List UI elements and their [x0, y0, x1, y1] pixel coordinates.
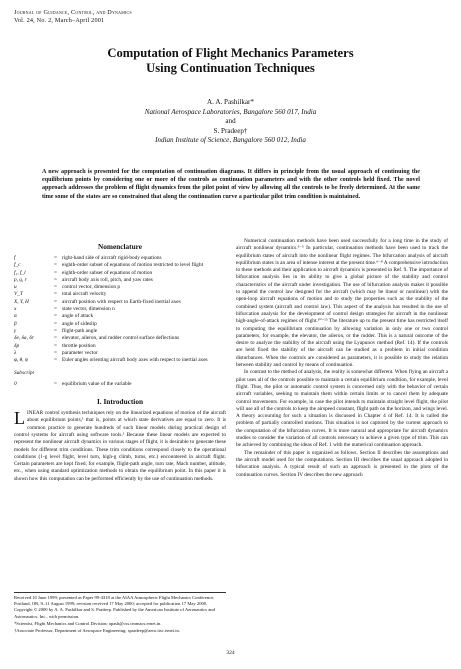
nomenclature-row	[14, 335, 226, 342]
nomenclature-symbol: f₁, f_l	[14, 269, 26, 276]
nomenclature-symbol: δp	[14, 342, 20, 349]
nomenclature-row	[14, 343, 226, 350]
drop-cap: L	[14, 408, 25, 429]
nomenclature-equals: =	[54, 313, 57, 320]
nomenclature-equals: =	[54, 327, 57, 334]
subscript-definition: equilibrium value of the variable	[62, 380, 132, 387]
nomenclature-equals: =	[54, 320, 57, 327]
title-line-2: Using Continuation Techniques	[146, 61, 315, 75]
nomenclature-definition: eighth-order subset of equations of motion	[62, 269, 153, 276]
nomenclature-symbol: x	[14, 306, 17, 313]
nomenclature-row	[14, 306, 226, 313]
nomenclature-row	[14, 321, 226, 328]
author-1-name: A. A. Pashilkar*	[207, 98, 254, 106]
intro-paragraph-2: Numerical continuation methods have been used successfully for a long time in the study of aircraft nonlinear dynamics.³⁻⁵ In particular, continuation methods have been used to track the equilibrium states of aircraft into the nonlinear flight regimes. The bifurcation analysis of aircraft equilibrium states is an area of intense interest at the present time.⁶⁻⁸ A comprehensive introduction to these methods and their application to aircraft dynamics is presented in Ref. 9. The importance of bifurcation analysis lies in its ability to give a global picture of the stability and control characteristics of the aircraft under investigation. The use of bifurcation analysis makes it possible to append the control law designed for the aircraft (which may be linear or nonlinear) with the open-loop aircraft equations of motion and to study the properties such as the stability of the combined system (aircraft and control law). This aspect of the analysis has resulted in the use of bifurcation analysis for the development of control design strategies for aircraft in the nonlinear high-angle-of-attack regimes of flight.¹⁰⁻¹⁵ The literature up to the present time has restricted itself to computing the equilibrium continuation by allowing variation in only one or two control parameters, for example, the elevator, the aileron, or the rudder. This is a natural outcome of the desire to analyze the stability of the aircraft using the Lyapunov method (Ref. 14). If the controls are held fixed the stability of the aircraft can be studied as a problem in initial condition disturbances. When the controls are considered as parameters, it is possible to study the relation between stability and control by means of continuation.	[236, 238, 449, 369]
author-1-affiliation: National Aerospace Laboratories, Bangalore 560 017, India	[144, 107, 317, 116]
nomenclature-definition: angle of attack	[62, 313, 94, 320]
nomenclature-definition: total aircraft velocity	[62, 291, 107, 298]
nomenclature-definition: state vector, dimension n	[62, 306, 115, 313]
nomenclature-definition: aircraft position with respect to Earth-fixed inertial axes	[62, 298, 181, 305]
nomenclature-symbol: u	[14, 284, 17, 291]
footnote-author-2: †Associate Professor, Department of Aerospace Engineering; spradeep@aero.iisc.ernet.in.	[14, 628, 180, 634]
nomenclature-equals: =	[54, 269, 57, 276]
nomenclature-equals: =	[54, 357, 57, 364]
nomenclature-symbol: X, Y, H	[14, 298, 29, 305]
nomenclature-definition: elevator, aileron, and rudder control surface deflections	[62, 335, 180, 342]
journal-volume: Vol. 24, No. 2, March–April 2001	[14, 17, 105, 24]
nomenclature-equals: =	[54, 349, 57, 356]
page-number: 324	[226, 650, 235, 656]
nomenclature-list	[14, 255, 226, 364]
nomenclature-equals: =	[54, 284, 57, 291]
nomenclature-row	[14, 291, 226, 298]
nomenclature-definition: eighth-order subset of equations of motion restricted to level flight	[62, 262, 204, 269]
journal-header	[14, 9, 132, 25]
nomenclature-equals: =	[54, 276, 57, 283]
left-column	[14, 238, 226, 483]
nomenclature-symbol: β	[14, 320, 17, 327]
nomenclature-equals: =	[54, 298, 57, 305]
author-and: and	[225, 117, 236, 126]
intro-paragraph-1	[14, 410, 226, 483]
paper-title	[0, 46, 461, 76]
nomenclature-equals: =	[54, 255, 57, 261]
subscript-heading: Subscript	[14, 370, 35, 377]
nomenclature-row	[14, 357, 226, 364]
nomenclature-row	[14, 270, 226, 277]
nomenclature-row	[14, 262, 226, 269]
nomenclature-equals: =	[54, 291, 57, 298]
nomenclature-equals: =	[54, 335, 57, 342]
nomenclature-symbol: p, q, r	[14, 276, 27, 283]
subscript-row	[14, 381, 226, 388]
footnote-received: Received 10 June 1999; presented as Paper 99-4318 at the AIAA Atmospheric Flight Mechanics Conference, Portland, OR, 9–11 August 1999; revision received 17 May 2000; accepted for publication 17 May 2000. Copyright © 2000 by A. A. Pashilkar and S. Pradeep. Published by the American Institute of Aeronautics and Astronautics, Inc., with permission.	[14, 595, 215, 619]
subscript-equals: =	[54, 380, 57, 387]
nomenclature-heading: Nomenclature	[97, 242, 143, 251]
nomenclature-equals: =	[54, 342, 57, 349]
author-2-name: S. Pradeep†	[213, 126, 248, 135]
right-column	[236, 238, 448, 479]
nomenclature-definition: aircraft body axis roll, pitch, and yaw rates	[62, 276, 153, 283]
nomenclature-equals: =	[54, 262, 57, 269]
journal-name: Journal of Guidance, Control, and Dynamics	[14, 9, 132, 16]
nomenclature-symbol: f	[14, 255, 16, 261]
title-line-1: Computation of Flight Mechanics Parameters	[107, 46, 354, 60]
footnotes	[14, 592, 226, 635]
nomenclature-row	[14, 284, 226, 291]
author-block	[0, 98, 461, 146]
nomenclature-definition: flight-path angle	[62, 327, 98, 334]
nomenclature-definition: Euler angles orienting aircraft body axes with respect to inertial axes	[62, 357, 208, 364]
abstract: A new approach is presented for the computation of continuation diagrams. It differs in principle from the usual approach of continuing the equilibrium points by considering one or more of the controls as continuation parameters and with the other controls held fixed. The novel approach addresses the problem of flight dynamics from the pilot point of view by allowing all the controls to be freely determined. At the same time some of the states are so constrained that along the continuation curve a particular pilot trim condition is maintained.	[42, 169, 420, 200]
author-2-affiliation: Indian Institute of Science, Bangalore 560 012, India	[155, 136, 306, 145]
nomenclature-symbol: λ	[14, 349, 17, 356]
nomenclature-equals: =	[54, 306, 57, 313]
intro-paragraph-4: The remainder of this paper is organized as follows. Section II describes the assumptions and the aircraft model used for the computations. Section III describes the usual approach adopted in bifurcation analysis. A typical result of such an approach is presented in the plots of the continuation curves. Section IV describes the new approach	[236, 449, 448, 478]
nomenclature-symbol: f_c	[14, 262, 21, 269]
nomenclature-row	[14, 277, 226, 284]
nomenclature-row	[14, 299, 226, 306]
nomenclature-symbol: V_T	[14, 291, 23, 298]
intro-paragraph-1-text: INEAR control synthesis techniques rely on the linearized equations of motion of the aircraft about equilibrium points,¹ that is, points at which state derivatives are equal to zero. It is common practice to generate hundreds of such linear models during practical design of control systems for aircraft using software tools.² Because these linear models are expected to represent the nonlinear aircraft dynamics in various stages of flight, it is desirable to generate these models for different trim conditions. These trim conditions correspond closely to the operational conditions (1-g level flight, level turn, high-g climb, turns, etc.) encountered in aircraft flight. Certain parameters are kept fixed, for example, flight-path angle, turn rate, Mach number, altitude, etc., when using standard optimization methods to obtain the equilibrium point. In this paper it is shown how this computation can be performed efficiently by the use of continuation methods.	[14, 410, 226, 482]
nomenclature-symbol: φ, θ, ψ	[14, 357, 29, 364]
nomenclature-symbol: δe, δa, δr	[14, 335, 34, 342]
subscript-symbol: 0	[14, 380, 17, 387]
nomenclature-definition: throttle position	[62, 342, 96, 349]
introduction-heading: I. Introduction	[96, 397, 144, 407]
subscript-list	[14, 381, 226, 388]
nomenclature-symbol: γ	[14, 327, 17, 334]
nomenclature-definition: parameter vector	[62, 349, 98, 356]
nomenclature-definition: right-hand side of aircraft rigid-body equations	[62, 255, 162, 261]
nomenclature-definition: control vector, dimension p	[62, 284, 121, 291]
nomenclature-symbol: α	[14, 313, 17, 320]
nomenclature-definition: angle of sideslip	[62, 320, 97, 327]
nomenclature-row	[14, 313, 226, 320]
footnote-author-1: *Scientist, Flight Mechanics and Control Division; apash@css.cmmacs.ernet.in.	[14, 620, 162, 626]
intro-paragraph-3: In contrast to the method of analysis, the reality is somewhat different. When flying an aircraft a pilot uses all of the controls possible to maintain a certain equilibrium condition, for example, level flight. Thus, the pilot or automatic control system is concerned only with the behavior of certain aircraft variables, seeking to maintain them within certain limits or to cancel them by adequate control movements. For example, in case the pilot intends to maintain straight level flight, the pilot will use all of the controls to keep the airspeed constant, flight path on the horizon, and wings level. A theory accounting for such a situation is discussed in Chapter 4 of Ref. 14. It is called the problem of partially controlled motions. This situation is not captured by the current approach to the computation of the bifurcation curves. It is more natural and appropriate for aircraft dynamics studies to consider the variation of all controls necessary to achieve a given type of trim. This can be achieved by combining the ideas of Ref. 1 with the numerical continuation approach.	[236, 369, 448, 449]
